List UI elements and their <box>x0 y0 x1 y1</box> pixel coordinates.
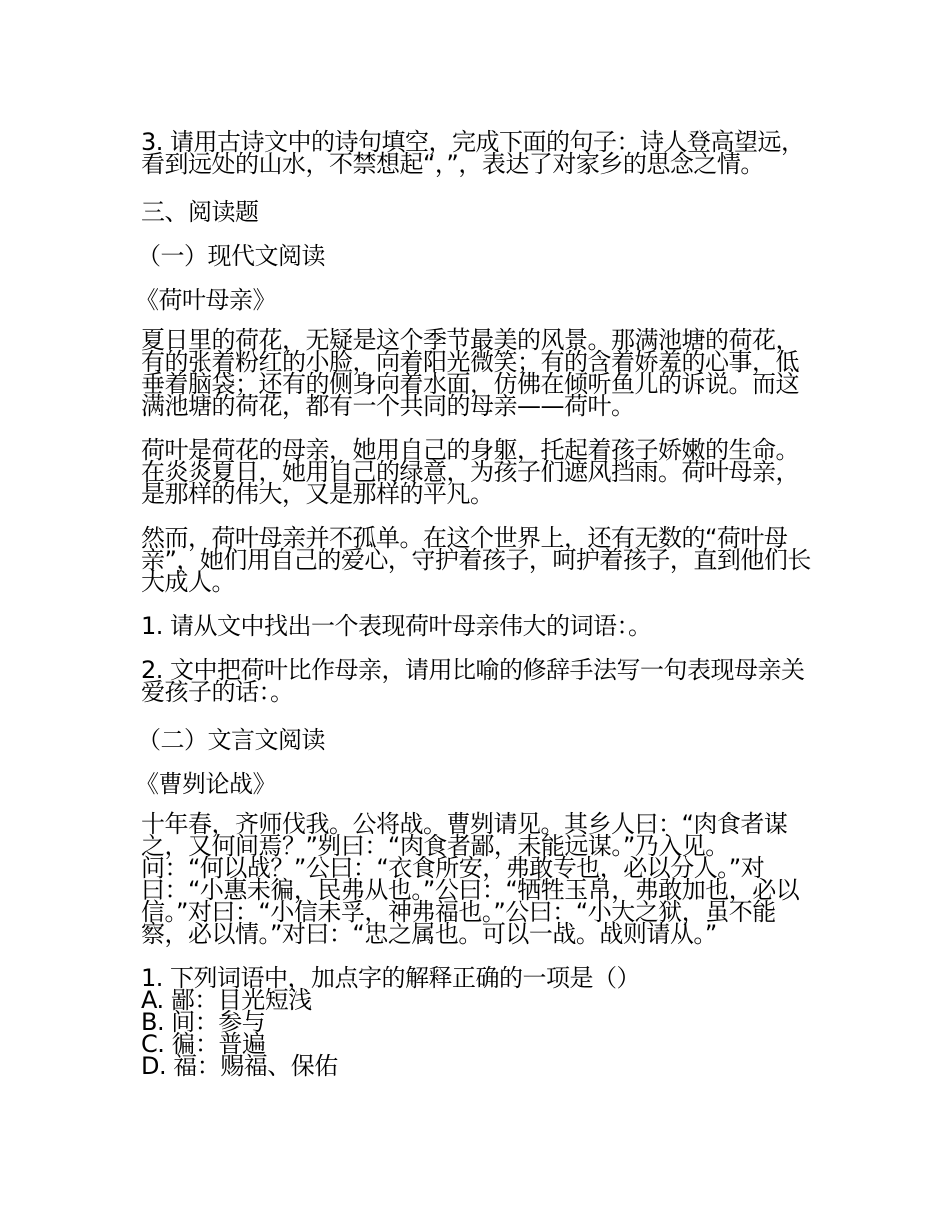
document-page <box>135 128 811 1080</box>
modern-text-paragraph-3: 然而，荷叶母亲并不孤单。在这个世界上，还有无数的“荷叶母亲”，她们用自己的爱心，守护着孩子，呵护着孩子，直到他们长大成人。 <box>141 524 811 596</box>
question-3-fill-blank: 3. 请用古诗文中的诗句填空，完成下面的句子：诗人登高望远，看到远处的山水，不禁想起“，”，表达了对家乡的思念之情。 <box>141 128 805 178</box>
classical-text-paragraph: 十年春，齐师伐我。公将战。曹刿请见。其乡人曰：“肉食者谋之，又何间焉？”刿曰：“肉食者鄙，未能远谋。”乃入见。问：“何以战？”公曰：“衣食所安，弗敢专也，必以分人。”对曰：“小惠未徧，民弗从也。”公曰：“牺牲玉帛，弗敢加也，必以信。”对曰：“小信未孚，神弗福也。”公曰：“小大之狱，虽不能察，必以情。”对曰：“忠之属也。可以一战。战则请从。” <box>141 810 800 948</box>
classical-text-title: 《曹刿论战》 <box>135 770 276 798</box>
modern-text-paragraph-2: 荷叶是荷花的母亲，她用自己的身躯，托起着孩子娇嫩的生命。在炎炎夏日，她用自己的绿意，为孩子们遮风挡雨。荷叶母亲，是那样的伟大，又是那样的平凡。 <box>141 436 799 508</box>
option-a: A. 鄙：目光短浅 <box>141 986 312 1014</box>
classical-question-1-options <box>141 986 811 1080</box>
section-heading-reading: 三、阅读题 <box>141 198 259 226</box>
classical-question-1 <box>141 964 811 1080</box>
option-b: B. 间：参与 <box>141 1008 266 1036</box>
modern-question-1: 1. 请从文中找出一个表现荷叶母亲伟大的词语：。 <box>141 612 652 640</box>
part-heading-modern-text: （一）现代文阅读 <box>137 242 325 270</box>
classical-question-1-stem: 1. 下列词语中，加点字的解释正确的一项是（） <box>141 964 641 992</box>
part-heading-classical-text: （二）文言文阅读 <box>137 726 325 754</box>
option-d: D. 福：赐福、保佑 <box>141 1052 338 1080</box>
modern-text-title: 《荷叶母亲》 <box>135 286 276 314</box>
modern-question-2: 2. 文中把荷叶比作母亲，请用比喻的修辞手法写一句表现母亲关爱孩子的话：。 <box>141 656 805 706</box>
option-c: C. 徧：普遍 <box>141 1030 266 1058</box>
modern-text-paragraph-1: 夏日里的荷花，无疑是这个季节最美的风景。那满池塘的荷花，有的张着粉红的小脸，向着阳光微笑；有的含着娇羞的心事，低垂着脑袋；还有的侧身向着水面，仿佛在倾听鱼儿的诉说。而这满池塘的荷花，都有一个共同的母亲——荷叶。 <box>141 326 799 420</box>
